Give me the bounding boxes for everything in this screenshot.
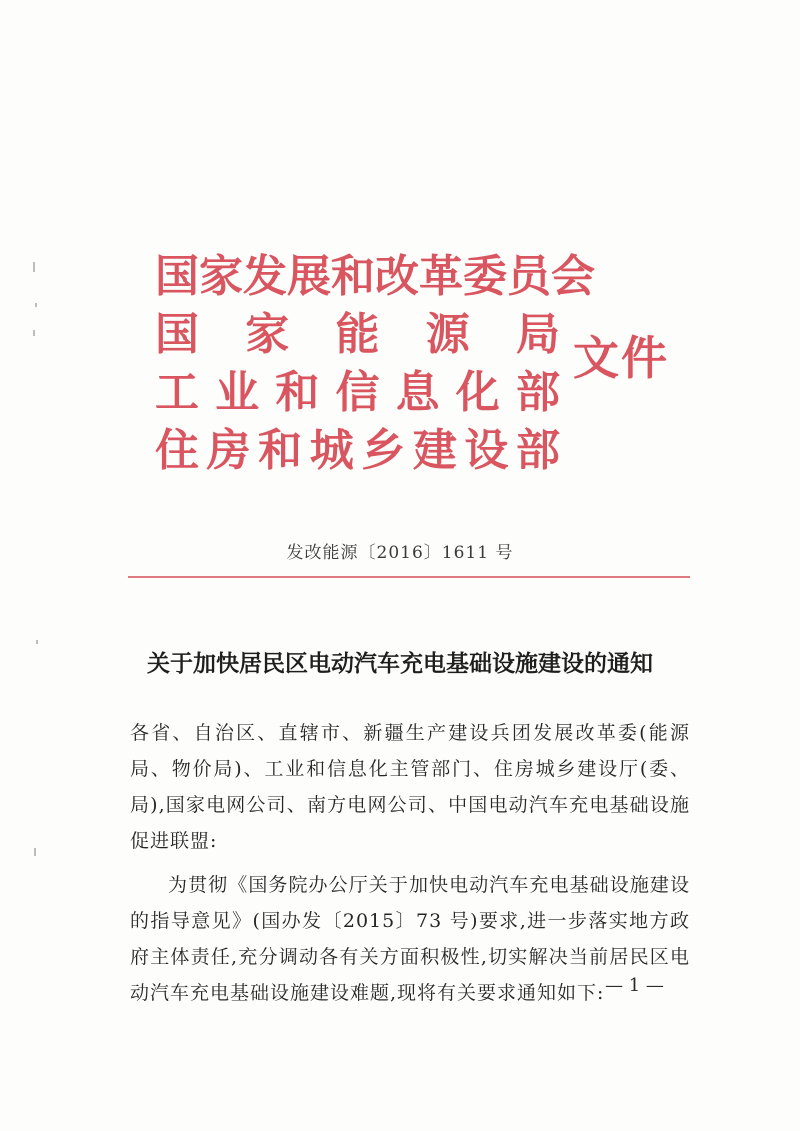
issuer-char: 工: [155, 367, 199, 418]
issuer-char: 化: [455, 367, 500, 418]
scan-speck: [36, 640, 38, 644]
document-body: [130, 715, 690, 1011]
issuing-authorities: [155, 248, 595, 480]
issuer-char: 建: [412, 425, 457, 476]
paragraph-1: 为贯彻《国务院办公厅关于加快电动汽车充电基础设施建设的指导意见》(国办发〔2015〕73 号)要求,进一步落实地方政府主体责任,充分调动各有关方面积极性,切实解决当前居民区电动汽车充电基础设施建设难题,现将有关要求通知如下:: [130, 874, 690, 1004]
issuer-char: 信: [335, 367, 380, 418]
issuer-char: 乡: [361, 425, 406, 476]
issuer-char: 能: [335, 309, 380, 360]
issuer-nea: [155, 306, 560, 364]
scan-speck: [35, 303, 37, 307]
document-number: 发改能源〔2016〕1611 号: [286, 543, 514, 563]
scan-speck: [33, 262, 35, 272]
issuer-char: 和: [258, 425, 303, 476]
issuer-char: 国: [155, 309, 199, 360]
issuer-char: 业: [215, 367, 260, 418]
issuer-char: 家: [245, 309, 290, 360]
issuer-mohurd: [155, 422, 560, 480]
scan-speck: [34, 848, 36, 856]
issuer-char: 设: [464, 425, 509, 476]
issuer-char: 部: [515, 425, 560, 476]
issuer-char: 源: [425, 309, 470, 360]
issuer-char: 局: [516, 309, 560, 360]
issuer-ndrc: 国家发展和改革委员会: [155, 251, 595, 302]
document-label: 文件: [573, 331, 669, 385]
issuer-miit: [155, 364, 560, 422]
red-divider-line: [128, 576, 690, 578]
scan-speck: [33, 330, 35, 336]
issuer-char: 部: [515, 367, 560, 418]
document-title: 关于加快居民区电动汽车充电基础设施建设的通知: [147, 650, 653, 677]
issuer-char: 城: [309, 425, 354, 476]
issuer-char: 住: [155, 425, 199, 476]
issuer-char: 和: [275, 367, 320, 418]
issuer-char: 息: [395, 367, 440, 418]
addressees: 各省、自治区、直辖市、新疆生产建设兵团发展改革委(能源局、物价局)、工业和信息化主管部门、住房城乡建设厅(委、局),国家电网公司、南方电网公司、中国电动汽车充电基础设施促进联盟:: [130, 722, 690, 852]
page-number: — 1 —: [605, 975, 664, 996]
issuer-char: 房: [206, 425, 251, 476]
